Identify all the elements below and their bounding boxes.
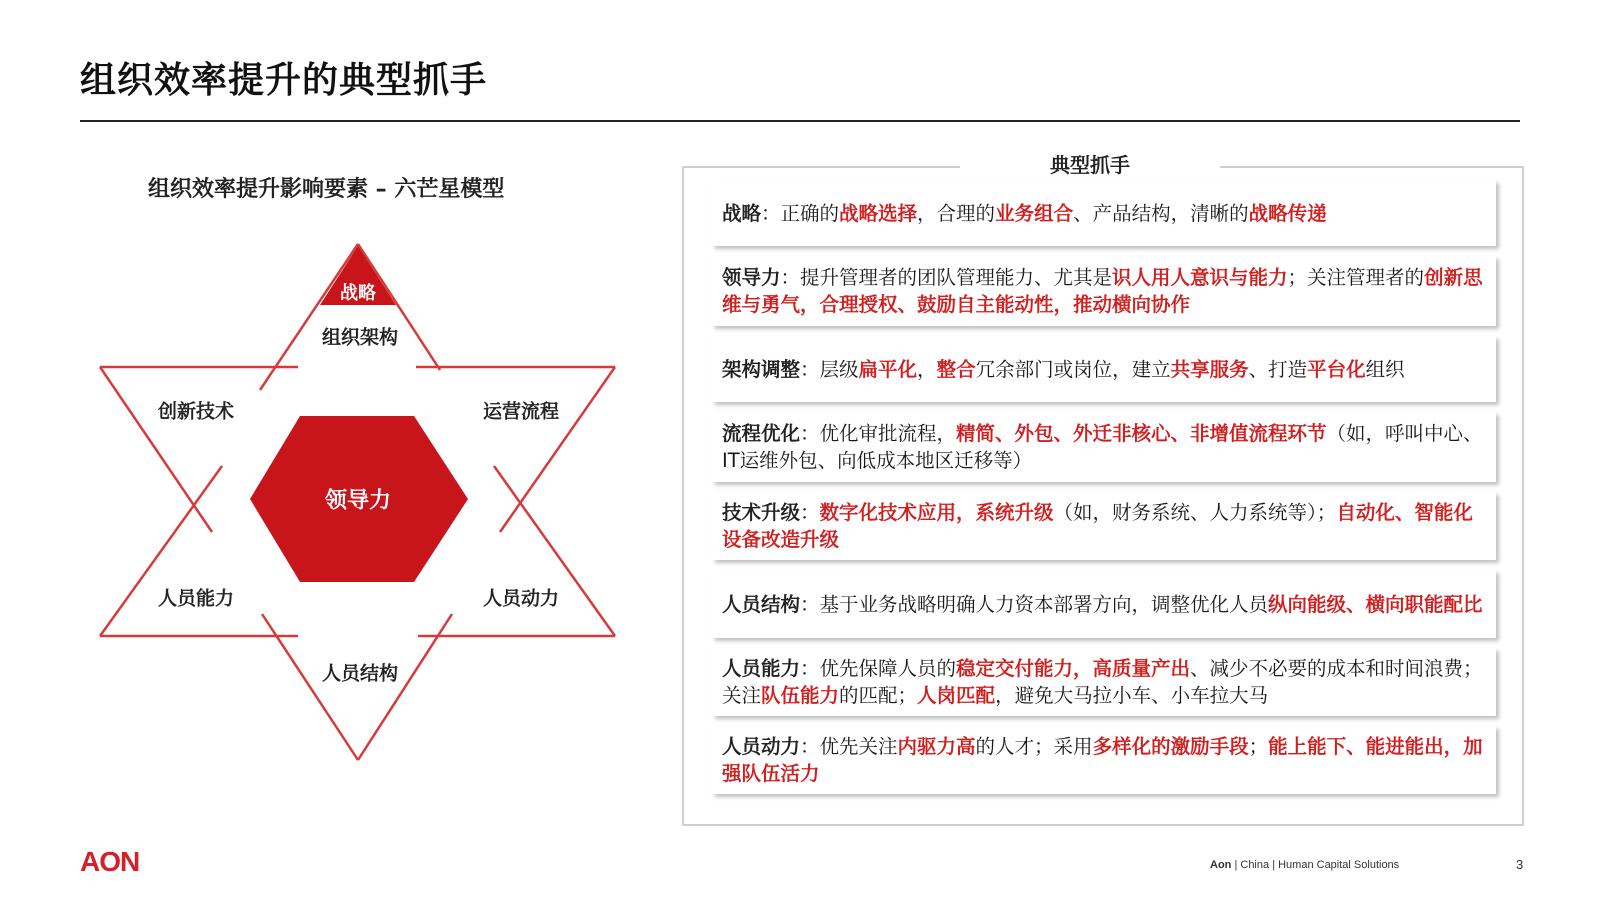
star-line [494,466,615,636]
star-line [358,614,452,760]
lever-label: 领导力 [722,266,781,289]
lever-highlight: 平台化 [1307,357,1366,381]
star-line [262,614,358,760]
lever-label: 架构调整 [722,357,801,381]
lever-label: 人员结构 [722,592,801,616]
lever-text: ：提升管理者的团队管理能力、尤其是 [780,266,1113,289]
page-number: 3 [1516,857,1524,872]
lever-card-text [722,420,1486,474]
star-label-innovation-tech: 创新技术 [157,400,235,423]
lever-label: 战略 [722,201,762,225]
footer-division: Human Capital Solutions [1278,859,1400,871]
page-title: 组织效率提升的典型抓手 [80,60,488,101]
lever-text: ：优先关注 [800,735,898,758]
star-line [358,244,440,370]
lever-card-process [712,412,1496,482]
lever-highlight: 扁平化 [858,357,918,381]
lever-highlight: 战略传递 [1248,201,1327,225]
lever-text: 的人才；采用 [975,735,1093,758]
lever-card-technology [712,492,1496,560]
lever-card-staff-structure [712,570,1496,638]
lever-text: 冗余部门或岗位，建立 [975,357,1171,381]
lever-highlight: 纵向能级、横向职能配比 [1268,592,1483,616]
star-label-staff-motivation: 人员动力 [482,587,560,610]
lever-text: ：层级 [800,357,859,381]
lever-highlight: 人岗匹配 [917,684,996,707]
lever-card-text [722,264,1486,318]
lever-highlight: 识人用人意识与能力 [1112,266,1288,289]
lever-highlight: 稳定交付能力，高质量产出 [956,657,1191,680]
lever-text: （如，财务系统、人力系统等）； [1053,501,1337,524]
lever-text: 组织 [1365,357,1405,381]
footer-separator: | [1234,859,1238,871]
lever-text: ，合理的 [917,201,996,225]
lever-card-text [722,499,1486,553]
footer-text [1210,859,1399,871]
lever-text: ：优化审批流程， [800,422,957,445]
lever-card-strategy [712,180,1496,246]
star-label-staff-capability: 人员能力 [157,587,235,610]
strategy-tip-label: 战略 [340,283,376,304]
lever-card-text [722,655,1486,709]
lever-text: ； [1248,735,1269,758]
lever-text: ；关注管理者的 [1287,266,1425,289]
lever-card-text [722,591,1486,618]
lever-text: ， [917,357,937,381]
lever-card-text [722,733,1486,787]
lever-card-staff-motivation [712,726,1496,794]
lever-highlight: 能上能下、能进能出，加强队伍活力 [722,735,1483,785]
lever-highlight: 创新思维与勇气，合理授权、鼓励自主能动性，推动横向协作 [722,266,1483,316]
star-label-operations-process: 运营流程 [482,400,560,423]
lever-label: 技术升级 [722,501,801,524]
lever-highlight: 多样化的激励手段 [1092,735,1249,758]
lever-text: ，避免大马拉小车、小车拉大马 [995,684,1269,707]
model-subtitle: 组织效率提升影响要素 – 六芒星模型 [148,177,505,202]
footer-separator: | [1272,859,1276,871]
footer-brand: Aon [1210,859,1232,871]
star-label-staff-structure: 人员结构 [321,662,399,685]
lever-highlight: 整合 [936,357,976,381]
leadership-label: 领导力 [324,488,392,514]
levers-panel-title: 典型抓手 [960,148,1220,182]
lever-highlight: 队伍能力 [761,684,840,707]
lever-text: ：基于业务战略明确人力资本部署方向，调整优化人员 [800,592,1269,616]
lever-card-leadership [712,256,1496,326]
lever-text: （如，呼叫中心、IT运维外包、向低成本地区迁移等） [722,422,1483,472]
lever-label: 人员能力 [722,657,801,680]
lever-text: 、打造 [1248,357,1308,381]
lever-highlight: 业务组合 [995,201,1074,225]
footer-region: China [1240,859,1270,871]
lever-highlight: 战略选择 [839,201,918,225]
lever-card-text [722,200,1486,227]
lever-text: ： [800,501,820,524]
lever-text: 、减少不必要的成本和时间浪费；关注 [722,657,1483,707]
star-label-org-structure: 组织架构 [321,326,399,349]
lever-label: 人员动力 [722,735,801,758]
star-line [500,367,615,532]
lever-text: 、产品结构，清晰的 [1073,201,1249,225]
lever-card-text [722,356,1486,383]
star-line [100,466,222,636]
lever-label: 流程优化 [722,422,801,445]
lever-highlight: 数字化技术应用，系统升级 [819,501,1054,524]
lever-highlight: 自动化、智能化设备改造升级 [722,501,1473,551]
lever-highlight: 共享服务 [1170,357,1249,381]
lever-text: ：优先保障人员的 [800,657,957,680]
lever-highlight: 内驱力高 [897,735,976,758]
lever-text: ：正确的 [761,201,840,225]
star-line [100,367,212,532]
lever-card-structure [712,336,1496,402]
lever-card-staff-capability [712,648,1496,716]
lever-highlight: 精简、外包、外迁非核心、非增值流程环节 [956,422,1327,445]
lever-text: 的匹配； [839,684,918,707]
aon-logo: AON [80,846,140,877]
